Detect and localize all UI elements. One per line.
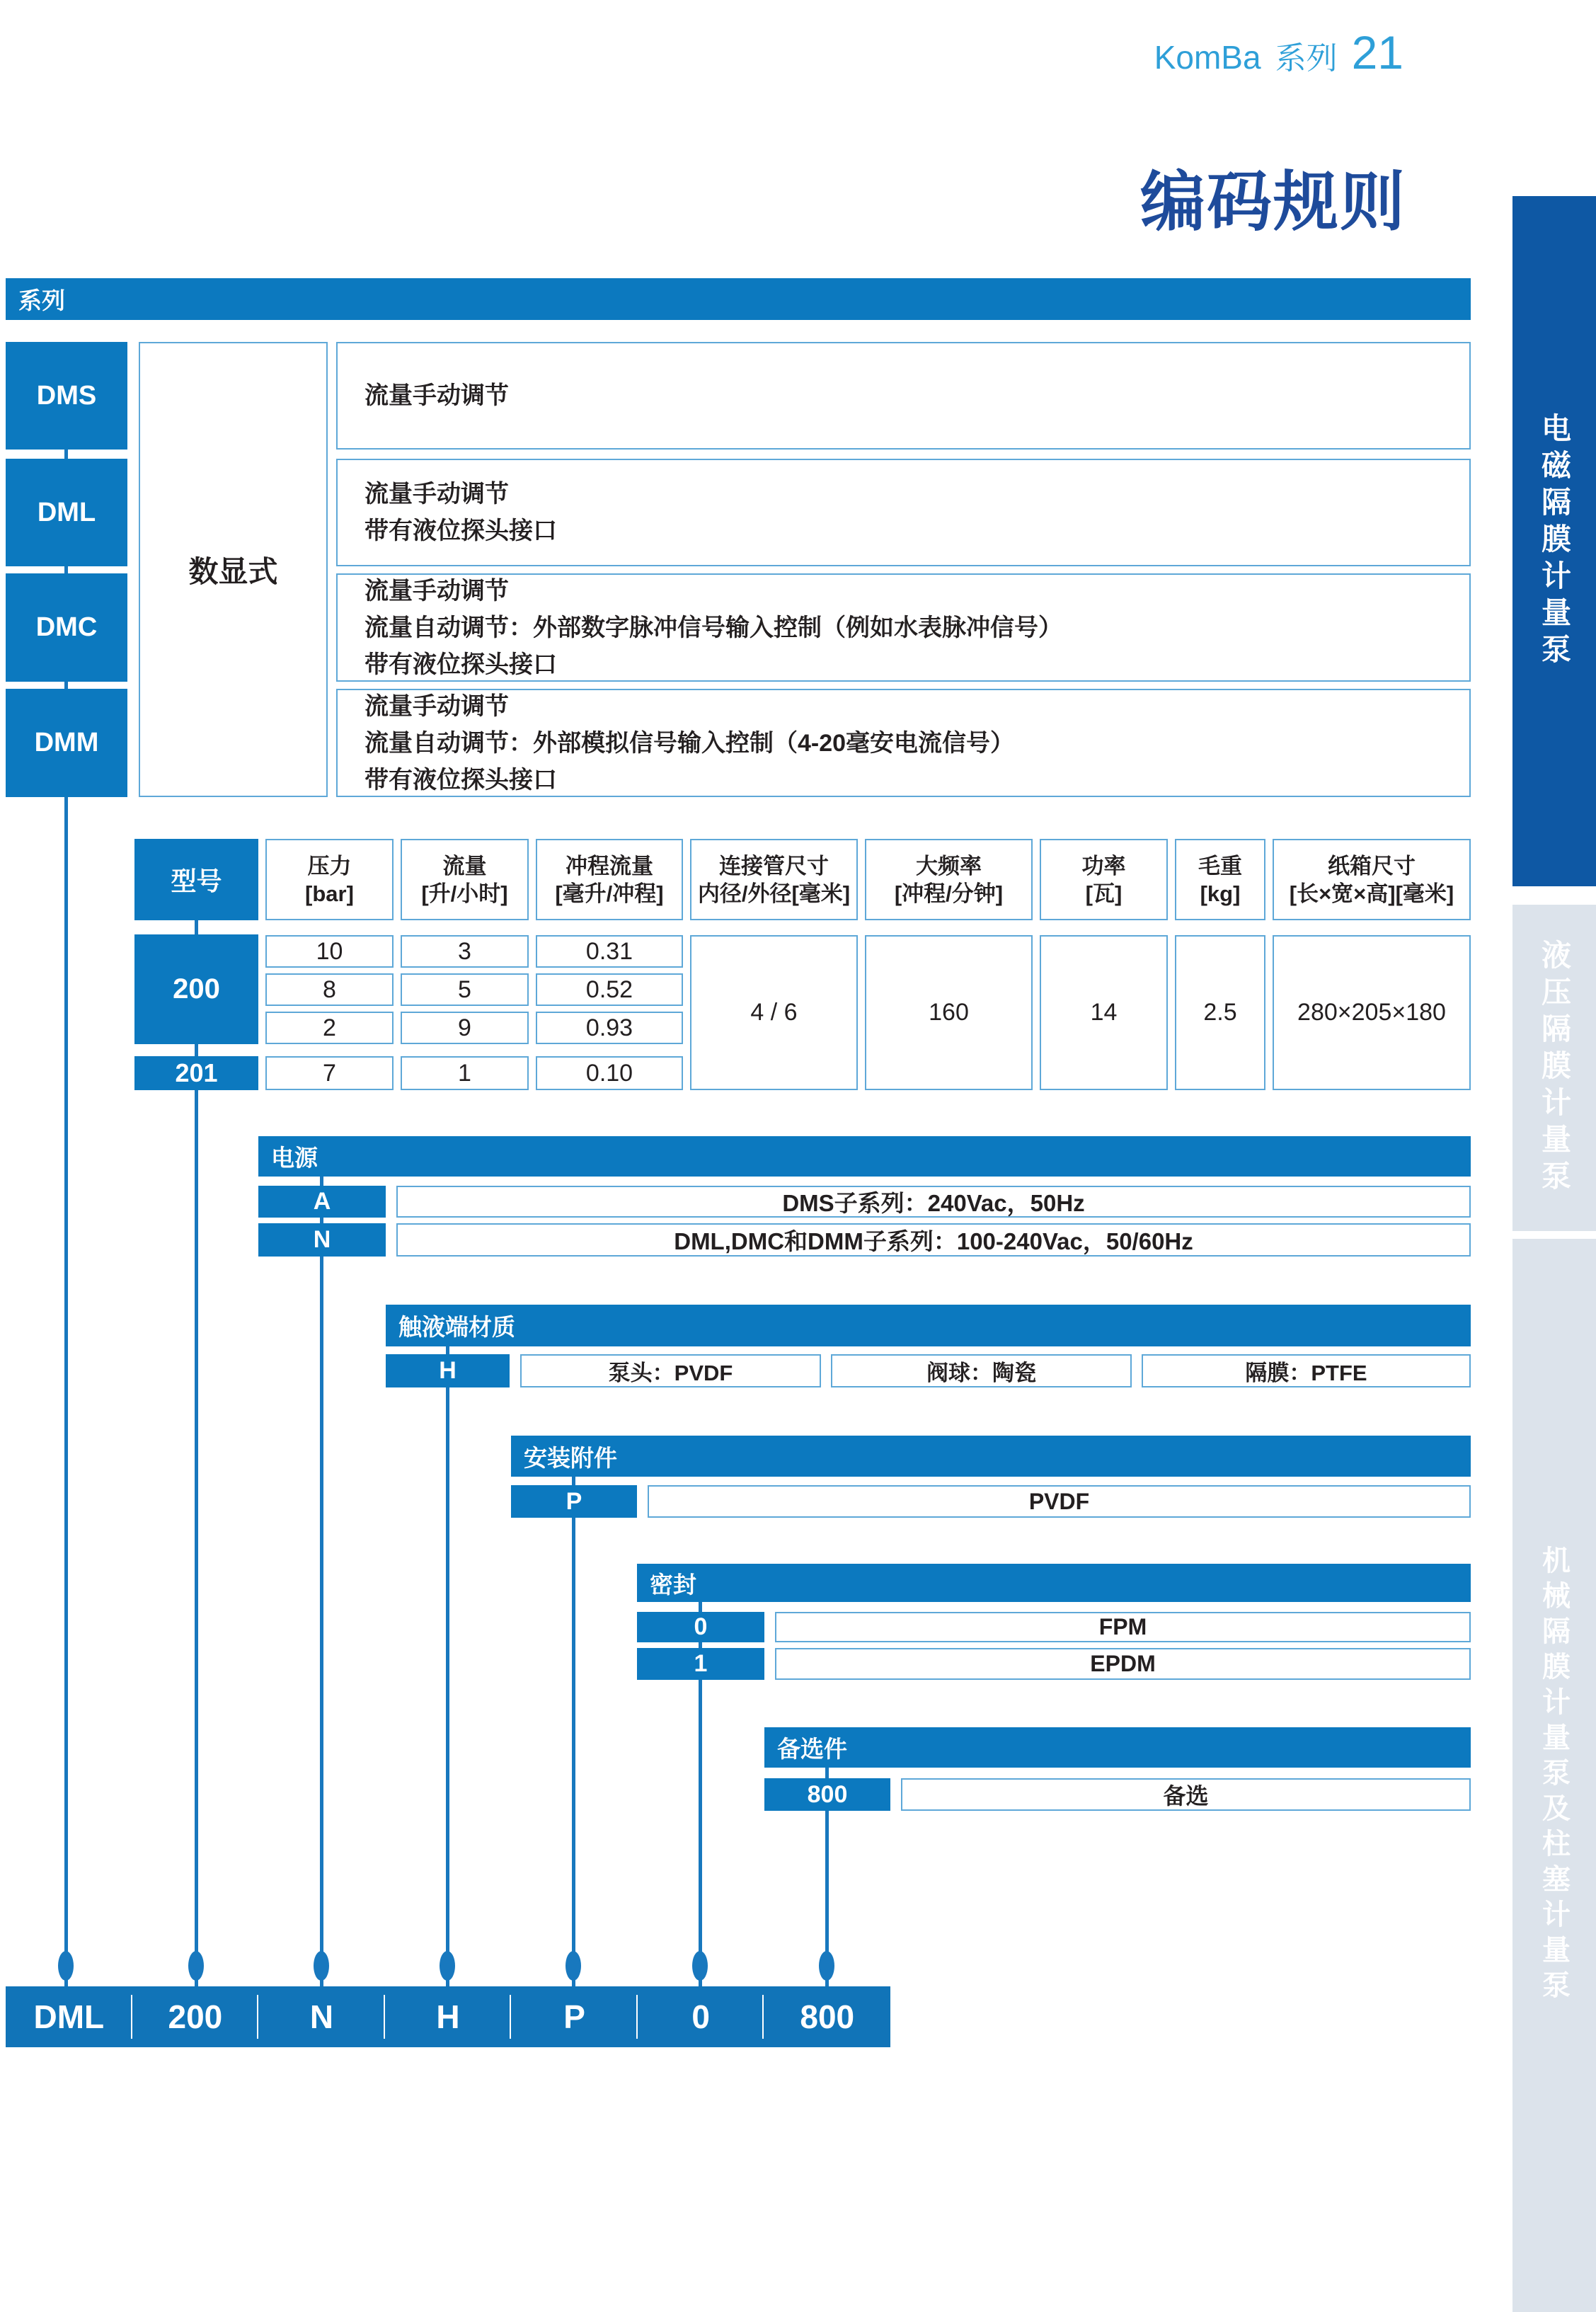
table-cell: 5 — [401, 973, 529, 1006]
power-key-a: A — [258, 1186, 386, 1218]
desc-line: 流量手动调节 — [364, 382, 509, 409]
col-unit: [kg] — [1200, 881, 1241, 906]
sidebar-tab-solenoid-pumps[interactable] — [1512, 196, 1596, 886]
desc-line: 带有液位探头接口 — [364, 517, 557, 544]
col-header-stroke-flow — [536, 839, 683, 920]
model-header-cell: 型号 — [134, 839, 258, 920]
col-title: 毛重 — [1198, 853, 1242, 879]
wetted-key-h: H — [386, 1354, 510, 1387]
sidebar-tab-label: 机械隔膜计量泵及柱塞计量泵 — [1538, 1545, 1570, 2005]
sidebar-tab-mechanical-pumps[interactable] — [1512, 1239, 1596, 2312]
series-key-dmm: DMM — [6, 689, 127, 797]
merged-cell-carton: 280×205×180 — [1273, 935, 1471, 1090]
connector-dot — [314, 1951, 329, 1981]
table-cell: 3 — [401, 935, 529, 968]
col-unit: [冲程/分钟] — [894, 881, 1004, 906]
table-cell: 0.52 — [536, 973, 683, 1006]
sidebar-tab-hydraulic-pumps[interactable] — [1512, 905, 1596, 1231]
merged-cell-weight: 2.5 — [1175, 935, 1265, 1090]
brand-name: KomBa — [1154, 39, 1261, 76]
connector-line-wetted — [446, 1324, 449, 1986]
sidebar-tab-label: 液压隔膜计量泵 — [1538, 939, 1571, 1197]
connector-dot — [188, 1951, 204, 1981]
power-section-header: 电源 — [258, 1136, 1471, 1177]
optional-key-800: 800 — [764, 1778, 890, 1811]
connector-line-power — [320, 1154, 323, 1986]
desc-line: 流量自动调节：外部模拟信号输入控制（4-20毫安电流信号） — [364, 729, 1015, 757]
table-cell: 7 — [265, 1056, 394, 1090]
col-unit: [升/小时] — [421, 881, 508, 906]
table-cell: 8 — [265, 973, 394, 1006]
wetted-value-head: 泵头：PVDF — [520, 1354, 821, 1387]
series-desc-dmc — [336, 573, 1471, 682]
page-title: 编码规则 — [1139, 166, 1406, 239]
wetted-section-header: 触液端材质 — [386, 1305, 1471, 1346]
col-header-power — [1040, 839, 1168, 920]
optional-value-800: 备选 — [901, 1778, 1471, 1811]
connector-dot — [566, 1951, 581, 1981]
series-word: 系列 — [1275, 41, 1338, 76]
desc-line: 流量手动调节 — [364, 692, 509, 720]
desc-line: 流量手动调节 — [364, 481, 509, 508]
power-value-n: DML,DMC和DMM子系列：100-240Vac，50/60Hz — [396, 1223, 1471, 1257]
merged-cell-power: 14 — [1040, 935, 1168, 1090]
sidebar-tab-label: 电磁隔膜计量泵 — [1538, 412, 1571, 670]
col-unit: [毫升/冲程] — [555, 881, 664, 906]
table-cell: 0.93 — [536, 1012, 683, 1044]
col-header-pressure — [265, 839, 394, 920]
series-desc-dmm — [336, 689, 1471, 797]
wetted-value-ball: 阀球：陶瓷 — [831, 1354, 1132, 1387]
desc-line: 流量自动调节：外部数字脉冲信号输入控制（例如水表脉冲信号） — [364, 614, 1062, 641]
col-unit: [bar] — [305, 881, 354, 906]
seal-value-1: EPDM — [775, 1648, 1471, 1680]
col-unit: [瓦] — [1085, 881, 1123, 906]
table-cell: 0.31 — [536, 935, 683, 968]
seal-key-0: 0 — [637, 1612, 764, 1642]
col-title: 大频率 — [916, 853, 982, 879]
code-cell-power: N — [258, 1986, 385, 2047]
desc-line: 带有液位探头接口 — [364, 766, 557, 794]
table-cell: 10 — [265, 935, 394, 968]
col-title: 冲程流量 — [566, 853, 653, 879]
seal-section-header: 密封 — [637, 1564, 1471, 1602]
seal-value-0: FPM — [775, 1612, 1471, 1642]
power-key-n: N — [258, 1223, 386, 1257]
mounting-key-p: P — [511, 1485, 637, 1518]
table-cell: 1 — [401, 1056, 529, 1090]
page-number: 21 — [1351, 26, 1403, 79]
col-header-weight — [1175, 839, 1265, 920]
col-header-carton — [1273, 839, 1471, 920]
connector-line-model — [195, 885, 198, 1986]
table-cell: 2 — [265, 1012, 394, 1044]
desc-line: 带有液位探头接口 — [364, 651, 557, 678]
running-header — [1154, 25, 1403, 79]
table-cell: 0.10 — [536, 1056, 683, 1090]
code-cell-model: 200 — [132, 1986, 259, 2047]
col-header-pipe — [690, 839, 858, 920]
connector-dot — [58, 1951, 74, 1981]
code-cell-mounting: P — [511, 1986, 638, 2047]
series-section-header: 系列 — [6, 278, 1471, 320]
col-header-frequency — [865, 839, 1033, 920]
col-title: 流量 — [442, 853, 487, 879]
power-value-a: DMS子系列：240Vac，50Hz — [396, 1186, 1471, 1218]
model-key-201: 201 — [134, 1056, 258, 1090]
series-desc-dml — [336, 459, 1471, 566]
mounting-section-header: 安装附件 — [511, 1436, 1471, 1477]
merged-cell-frequency: 160 — [865, 935, 1033, 1090]
col-unit: 内径/外径[毫米] — [697, 881, 851, 906]
connector-dot — [819, 1951, 834, 1981]
order-code-bar — [6, 1986, 890, 2047]
col-title: 纸箱尺寸 — [1328, 853, 1416, 879]
code-cell-optional: 800 — [800, 1998, 855, 2035]
optional-section-header: 备选件 — [764, 1727, 1471, 1768]
col-unit: [长×宽×高][毫米] — [1289, 881, 1454, 906]
wetted-value-diaphragm: 隔膜：PTFE — [1142, 1354, 1471, 1387]
model-key-200: 200 — [134, 934, 258, 1044]
code-cell-seal: 0 — [638, 1986, 764, 2047]
series-desc-dms — [336, 342, 1471, 450]
table-cell: 9 — [401, 1012, 529, 1044]
col-header-flow — [401, 839, 529, 920]
display-type-cell: 数显式 — [139, 342, 328, 797]
col-title: 压力 — [307, 853, 352, 879]
code-cell-series: DML — [6, 1986, 132, 2047]
col-title: 连接管尺寸 — [719, 853, 829, 879]
series-key-dml: DML — [6, 459, 127, 566]
code-cell-material: H — [385, 1986, 512, 2047]
merged-cell-pipe: 4 / 6 — [690, 935, 858, 1090]
connector-dot — [440, 1951, 455, 1981]
series-key-dmc: DMC — [6, 573, 127, 682]
series-key-dms: DMS — [6, 342, 127, 450]
desc-line: 流量手动调节 — [364, 577, 509, 605]
mounting-value-p: PVDF — [648, 1485, 1471, 1518]
connector-line-mounting — [572, 1453, 575, 1986]
seal-key-1: 1 — [637, 1648, 764, 1680]
connector-dot — [692, 1951, 708, 1981]
col-title: 功率 — [1081, 853, 1126, 879]
